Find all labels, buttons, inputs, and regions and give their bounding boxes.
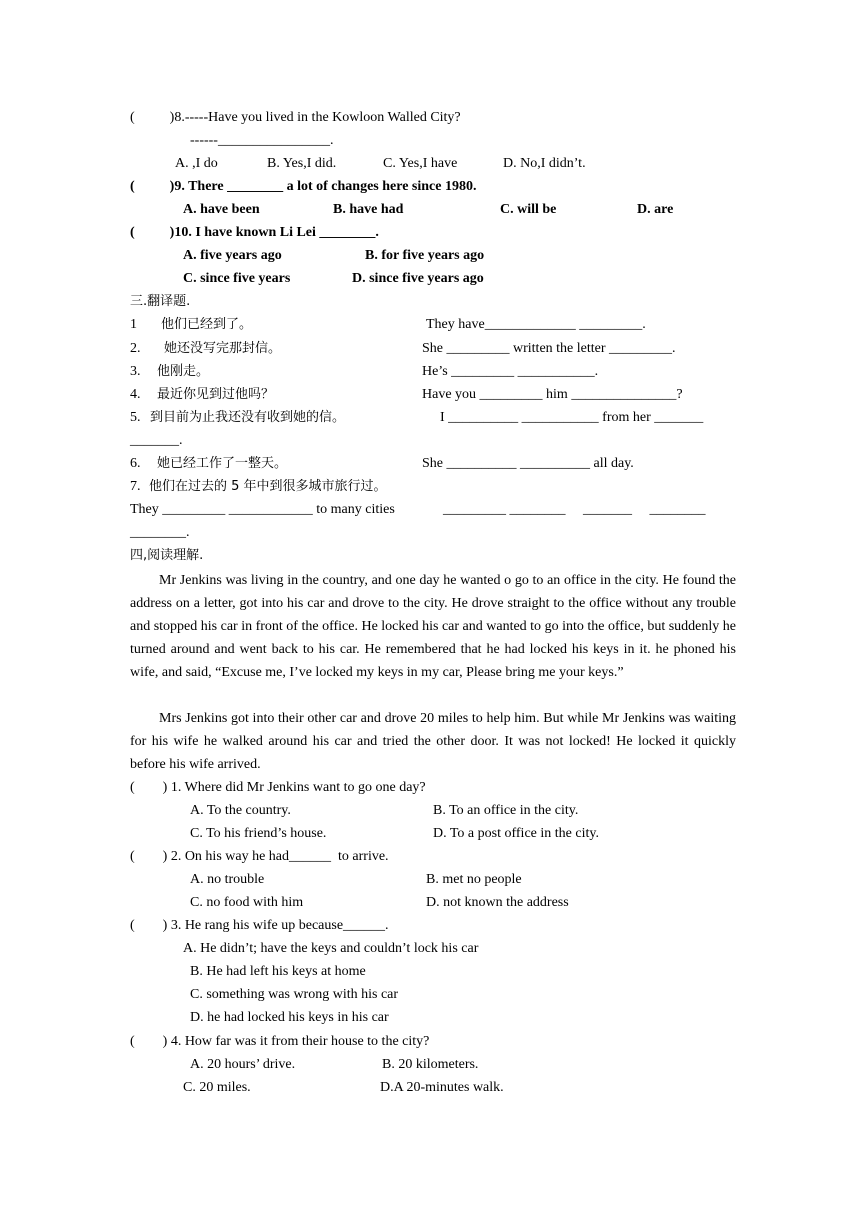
translation-4-cn: 最近你见到过他吗？ [157, 387, 275, 402]
translation-1-num: 1 [130, 317, 137, 332]
q10-option-c: C. since five years [183, 271, 291, 286]
rc-q3-option-c: C. something was wrong with his car [190, 987, 399, 1002]
q8-reply: ------________________. [190, 133, 334, 148]
translation-7-num: 7. [130, 479, 141, 494]
rc-q4-option-a: A. 20 hours’ drive. [190, 1057, 296, 1072]
translation-1-cn: 他们已经到了。 [161, 317, 253, 332]
rc-q2-stem: ( ) 2. On his way he had______ to arrive. [130, 849, 389, 864]
translation-heading: 三.翻译题. [130, 294, 191, 309]
rc-q2-option-b: B. met no people [426, 872, 522, 887]
rc-q1-option-d: D. To a post office in the city. [433, 826, 599, 841]
rc-q1-option-c: C. To his friend’s house. [190, 826, 327, 841]
reading-paragraph-1: Mr Jenkins was living in the country, and one day he wanted o go to an office in the city. He found the address on a letter, got into his car and drove to the city. He drove straight to the office without any trouble and stopped his car in front of the office. He locked his car and wanted to go into the office, but suddenly he turned around and went back to his car. He remembered that he had locked his keys in it. he phoned his wife, and said, “Excuse me, I’ve locked my keys in my car, Please bring me your keys.” [130, 573, 736, 681]
rc-q1-option-a: A. To the country. [190, 803, 291, 818]
q10-stem: ( )10. I have known Li Lei ________. [130, 225, 379, 240]
rc-q4-option-b: B. 20 kilometers. [382, 1057, 479, 1072]
translation-4-num: 4. [130, 387, 141, 402]
q9-stem: ( )9. There ________ a lot of changes here since 1980. [130, 179, 477, 194]
q8-stem: ( )8.-----Have you lived in the Kowloon Walled City? [130, 110, 461, 125]
translation-4-en: Have you _________ him _______________? [422, 387, 683, 402]
rc-q3-stem: ( ) 3. He rang his wife up because______. [130, 918, 389, 933]
rc-q2-option-a: A. no trouble [190, 872, 265, 887]
rc-q4-option-d: D.A 20-minutes walk. [380, 1080, 504, 1095]
translation-3-num: 3. [130, 364, 141, 379]
translation-7-cn: 他们在过去的 5 年中到很多城市旅行过。 [149, 479, 387, 494]
q8-option-c: C. Yes,I have [383, 156, 458, 171]
rc-q3-option-b: B. He had left his keys at home [190, 964, 366, 979]
q9-option-a: A. have been [183, 202, 260, 217]
translation-7-en-a: They _________ ____________ to many cities [130, 502, 395, 517]
translation-5-cn: 到目前为止我还没有收到她的信。 [150, 410, 346, 425]
rc-q3-option-a: A. He didn’t; have the keys and couldn’t lock his car [183, 941, 479, 956]
translation-5-cont: _______. [130, 433, 183, 448]
rc-q1-stem: ( ) 1. Where did Mr Jenkins want to go one day? [130, 780, 426, 795]
translation-3-en: He’s _________ ___________. [422, 364, 599, 379]
translation-1-en: They have_____________ _________. [426, 317, 646, 332]
q9-option-d: D. are [637, 202, 674, 217]
reading-paragraph-2: Mrs Jenkins got into their other car and drove 20 miles to help him. But while Mr Jenkins was waiting for his wife he walked around his car and tried the other door. It was not locked! He locked it quickly before his wife arrived. [130, 711, 736, 773]
rc-q4-option-c: C. 20 miles. [183, 1080, 251, 1095]
translation-6-cn: 她已经工作了一整天。 [157, 456, 288, 471]
translation-3-cn: 他刚走。 [157, 364, 210, 379]
rc-q2-option-d: D. not known the address [426, 895, 569, 910]
translation-6-en: She __________ __________ all day. [422, 456, 634, 471]
rc-q1-option-b: B. To an office in the city. [433, 803, 579, 818]
translation-5-en: I __________ ___________ from her _______ [440, 410, 704, 425]
rc-q4-stem: ( ) 4. How far was it from their house to the city? [130, 1034, 430, 1049]
q10-option-b: B. for five years ago [365, 248, 485, 263]
q8-option-d: D. No,I didn’t. [503, 156, 586, 171]
translation-7-cont: ________. [130, 525, 190, 540]
q9-option-c: C. will be [500, 202, 557, 217]
q10-option-a: A. five years ago [183, 248, 282, 263]
rc-q2-option-c: C. no food with him [190, 895, 304, 910]
translation-5-num: 5. [130, 410, 141, 425]
translation-6-num: 6. [130, 456, 141, 471]
q8-option-b: B. Yes,I did. [267, 156, 337, 171]
translation-2-en: She _________ written the letter _________. [422, 341, 676, 356]
translation-2-num: 2. [130, 341, 141, 356]
q8-option-a: A. ,I do [175, 156, 218, 171]
rc-q3-option-d: D. he had locked his keys in his car [190, 1010, 389, 1025]
q9-option-b: B. have had [333, 202, 404, 217]
translation-2-cn: 她还没写完那封信。 [164, 341, 282, 356]
reading-heading: 四,阅读理解. [130, 548, 204, 563]
translation-7-en-b: _________ ________ _______ ________ [443, 502, 706, 517]
q10-option-d: D. since five years ago [352, 271, 484, 286]
